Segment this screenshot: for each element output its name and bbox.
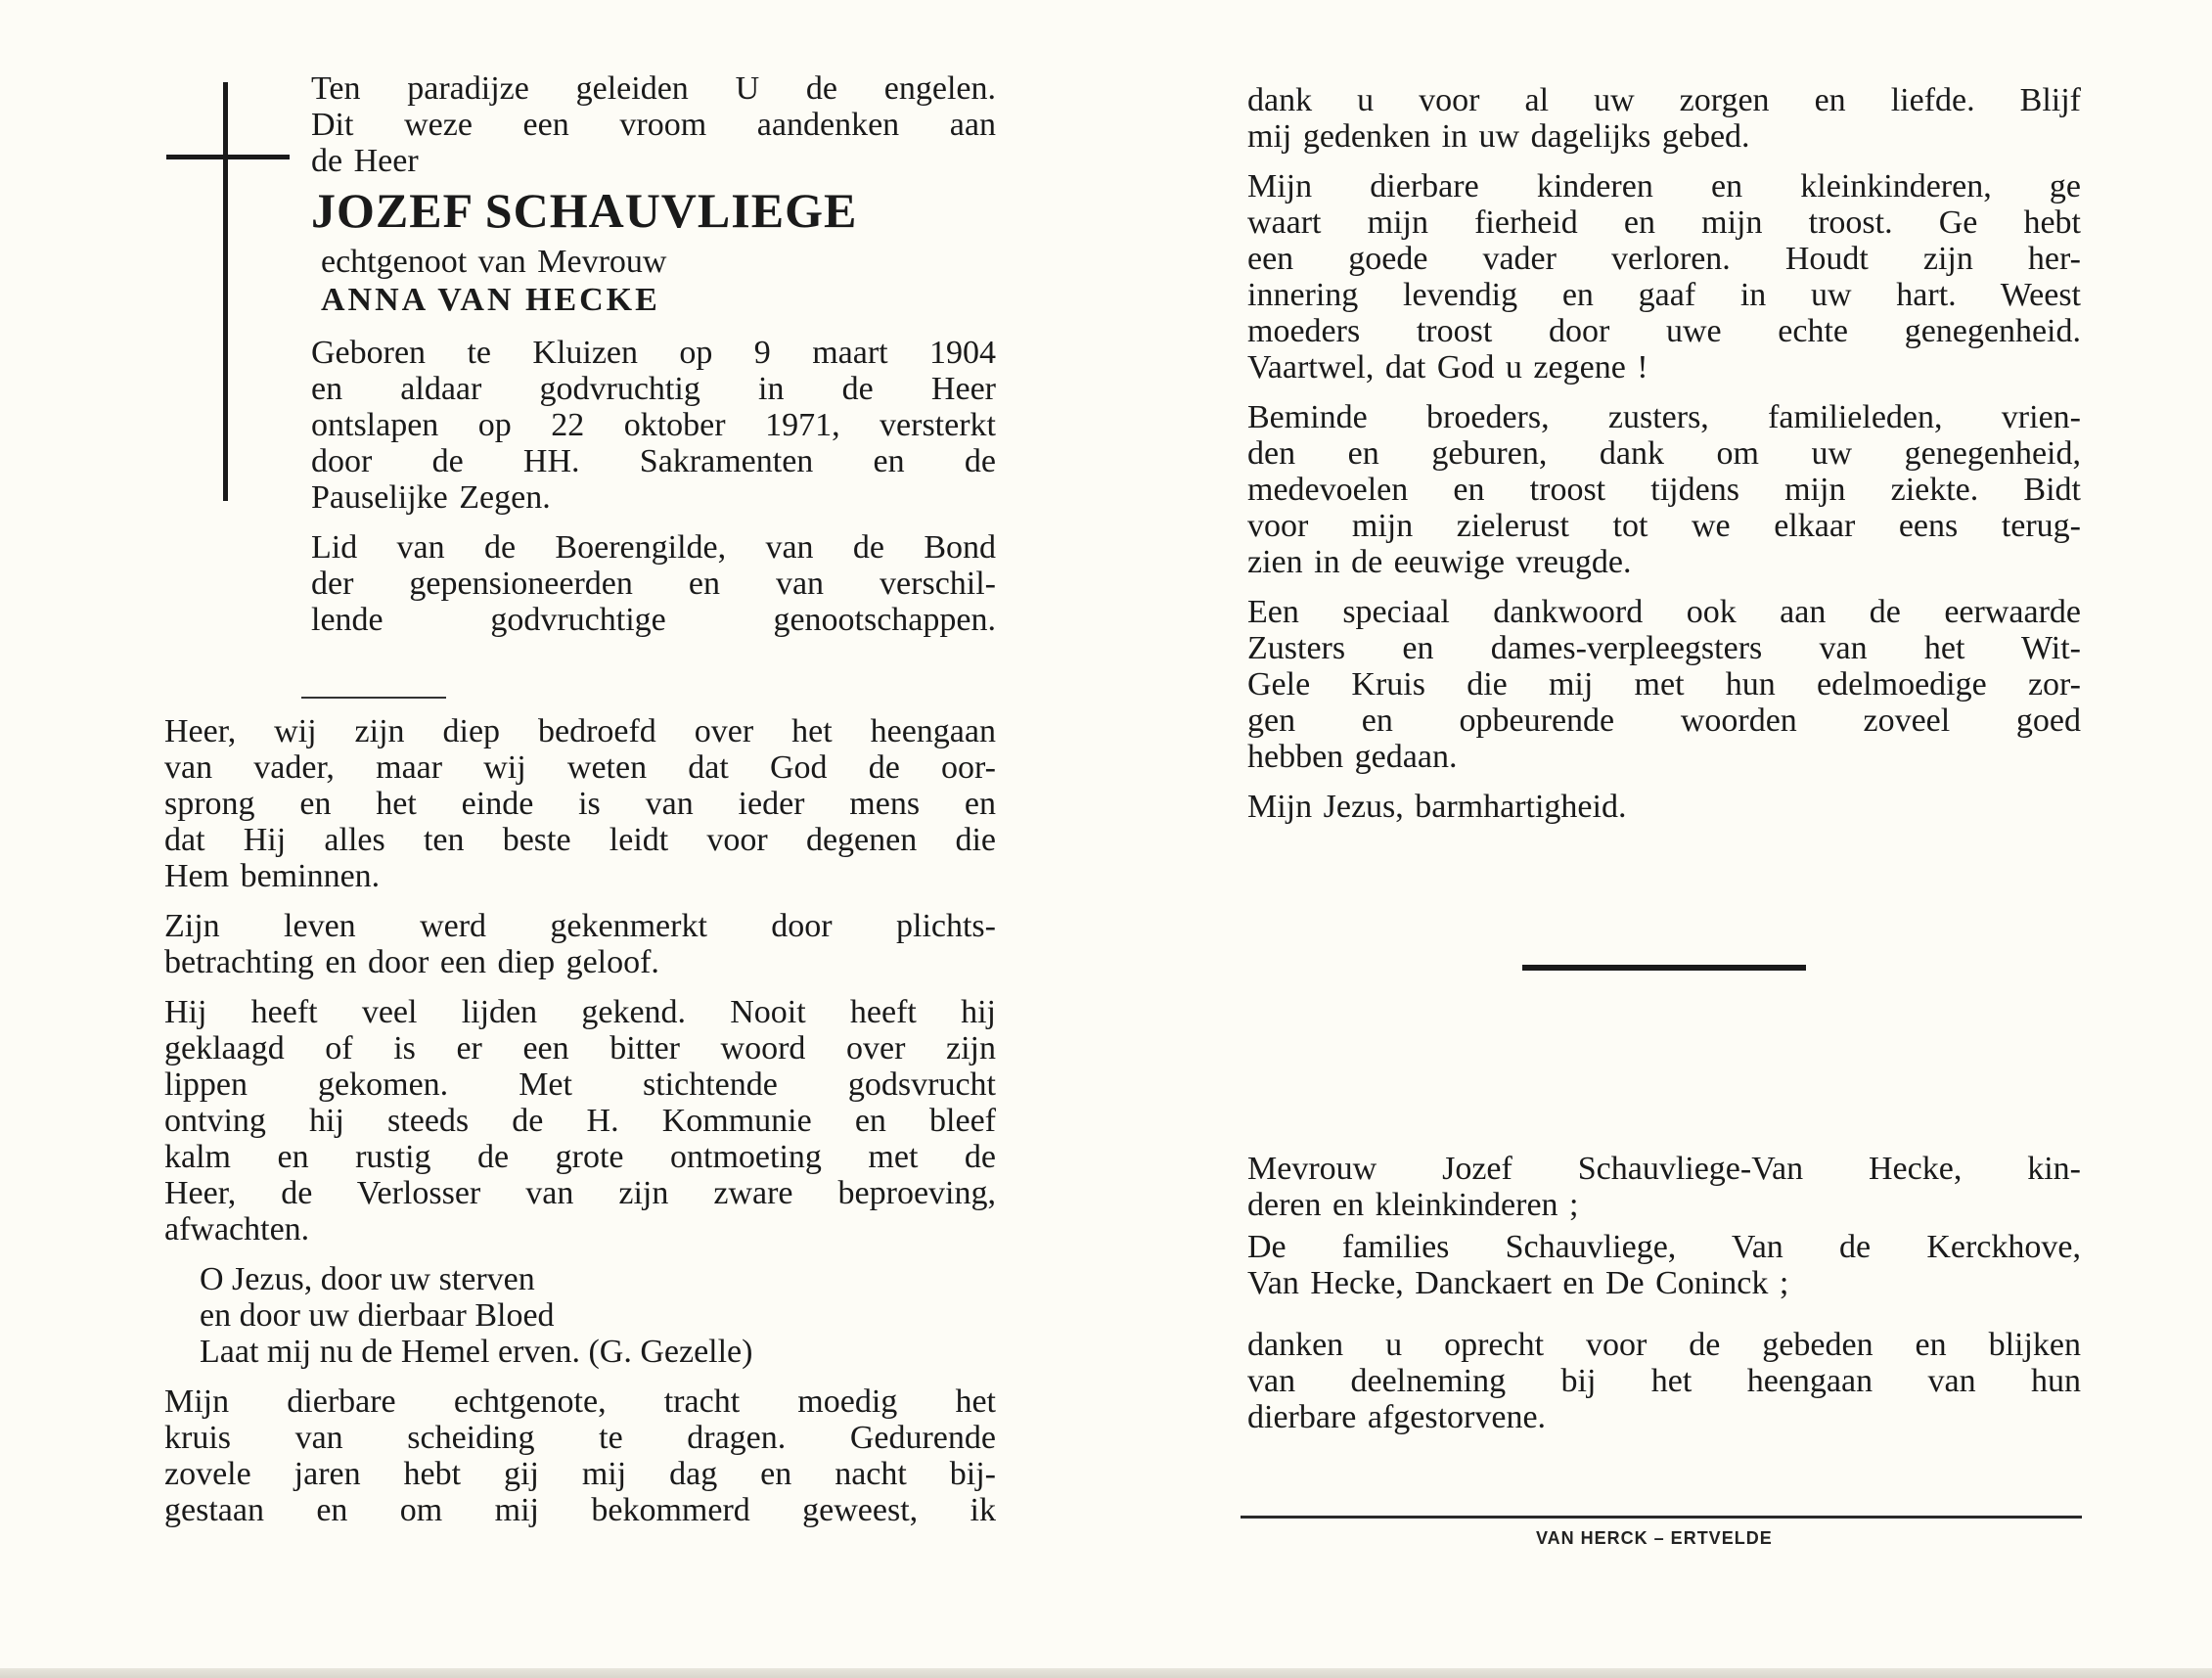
text-line: Geboren te Kluizen op 9 maart 1904 — [311, 335, 996, 371]
text-line: medevoelen en troost tijdens mijn ziekte. Bidt — [1247, 472, 2081, 508]
text-line: een goede vader verloren. Houdt zijn her- — [1247, 241, 2081, 277]
text-line: der gepensioneerden en van verschil- — [311, 566, 996, 602]
text-line: De families Schauvliege, Van de Kerckhove, — [1247, 1229, 2081, 1265]
text-line: den en geburen, dank om uw genegenheid, — [1247, 435, 2081, 472]
divider — [301, 697, 446, 699]
text-line: van vader, maar wij weten dat God de oor- — [164, 749, 996, 786]
card-edge — [0, 1668, 2212, 1678]
body-paragraph — [1247, 82, 2081, 155]
spouse-intro: echtgenoot van Mevrouw — [321, 244, 667, 280]
text-line: kalm en rustig de grote ontmoeting met de — [164, 1139, 996, 1175]
right-column — [1247, 82, 2081, 1435]
text-line: mij gedenken in uw dagelijks gebed. — [1247, 118, 1750, 155]
text-line: gen en opbeurende woorden zoveel goed — [1247, 703, 2081, 739]
text-line: lende godvruchtige genootschappen. — [311, 602, 996, 638]
text-line: Mijn Jezus, barmhartigheid. — [1247, 789, 1627, 825]
intro-line: Ten paradijze geleiden U de engelen. — [311, 70, 996, 107]
poem — [200, 1261, 996, 1370]
body-paragraph — [1247, 789, 2081, 825]
family-paragraph — [1247, 1327, 2081, 1435]
body-paragraph — [164, 713, 996, 894]
deceased-name: JOZEF SCHAUVLIEGE — [311, 183, 858, 238]
text-line: Vaartwel, dat God u zegene ! — [1247, 349, 1648, 385]
text-line: Lid van de Boerengilde, van de Bond — [311, 529, 996, 566]
text-line: Hem beminnen. — [164, 858, 381, 894]
text-line: Mevrouw Jozef Schauvliege-Van Hecke, kin- — [1247, 1151, 2081, 1187]
text-line: waart mijn fierheid en mijn troost. Ge hebt — [1247, 204, 2081, 241]
family-paragraph — [1247, 1229, 2081, 1301]
text-line: lippen gekomen. Met stichtende godsvrucht — [164, 1066, 996, 1103]
spouse-name: ANNA VAN HECKE — [321, 282, 660, 318]
text-line: hebben gedaan. — [1247, 739, 1458, 775]
body-paragraph — [1247, 168, 2081, 385]
text-line: betrachting en door een diep geloof. — [164, 944, 659, 980]
text-line: Gele Kruis die mij met hun edelmoedige zor- — [1247, 666, 2081, 703]
left-column — [164, 70, 996, 1528]
text-line: Van Hecke, Danckaert en De Coninck ; — [1247, 1265, 1789, 1301]
text-line: voor mijn zielerust tot we elkaar eens terug- — [1247, 508, 2081, 544]
text-line: sprong en het einde is van ieder mens en — [164, 786, 996, 822]
divider — [1241, 1516, 2082, 1519]
text-line: ontving hij steeds de H. Kommunie en bleef — [164, 1103, 996, 1139]
text-line: Hij heeft veel lijden gekend. Nooit heeft hij — [164, 994, 996, 1030]
text-line: afwachten. — [164, 1211, 310, 1247]
text-line: ontslapen op 22 oktober 1971, versterkt — [311, 407, 996, 443]
divider — [1522, 965, 1806, 971]
text-line: gestaan en om mij bekommerd geweest, ik — [164, 1492, 996, 1528]
text-line: kruis van scheiding te dragen. Gedurende — [164, 1420, 996, 1456]
text-line: geklaagd of is er een bitter woord over zijn — [164, 1030, 996, 1066]
text-line: Zijn leven werd gekenmerkt door plichts- — [164, 908, 996, 944]
text-line: dierbare afgestorvene. — [1247, 1399, 1547, 1435]
text-line: Beminde broeders, zusters, familieleden, vrien- — [1247, 399, 2081, 435]
intro-line: Dit weze een vroom aandenken aan — [311, 107, 996, 143]
text-line: zovele jaren hebt gij mij dag en nacht bij- — [164, 1456, 996, 1492]
text-line: dank u voor al uw zorgen en liefde. Blijf — [1247, 82, 2081, 118]
poem-line: en door uw dierbaar Bloed — [200, 1297, 555, 1334]
text-line: Mijn dierbare kinderen en kleinkinderen, ge — [1247, 168, 2081, 204]
text-line: moeders troost door uwe echte genegenheid. — [1247, 313, 2081, 349]
text-line: danken u oprecht voor de gebeden en blijken — [1247, 1327, 2081, 1363]
birth-death-paragraph — [311, 335, 996, 516]
text-line: innering levendig en gaaf in uw hart. Weest — [1247, 277, 2081, 313]
text-line: Zusters en dames-verpleegsters van het Wit- — [1247, 630, 2081, 666]
body-paragraph — [164, 1383, 996, 1528]
text-line: Pauselijke Zegen. — [311, 479, 551, 516]
text-line: Heer, de Verlosser van zijn zware beproeving, — [164, 1175, 996, 1211]
poem-line: O Jezus, door uw sterven — [200, 1261, 535, 1297]
body-paragraph — [1247, 399, 2081, 580]
body-paragraph — [164, 994, 996, 1247]
text-line: dat Hij alles ten beste leidt voor degenen die — [164, 822, 996, 858]
family-block — [1247, 1151, 2081, 1435]
text-line: Een speciaal dankwoord ook aan de eerwaarde — [1247, 594, 2081, 630]
text-line: en aldaar godvruchtig in de Heer — [311, 371, 996, 407]
text-line: van deelneming bij het heengaan van hun — [1247, 1363, 2081, 1399]
text-line: door de HH. Sakramenten en de — [311, 443, 996, 479]
printer-credit: VAN HERCK – ERTVELDE — [1536, 1528, 1773, 1548]
text-line: Mijn dierbare echtgenote, tracht moedig het — [164, 1383, 996, 1420]
body-paragraph — [1247, 594, 2081, 775]
body-paragraph — [164, 908, 996, 980]
family-paragraph — [1247, 1151, 2081, 1223]
poem-line: Laat mij nu de Hemel erven. (G. Gezelle) — [200, 1334, 753, 1370]
intro-line: de Heer — [311, 143, 419, 179]
membership-paragraph — [311, 529, 996, 638]
text-line: deren en kleinkinderen ; — [1247, 1187, 1579, 1223]
text-line: zien in de eeuwige vreugde. — [1247, 544, 1632, 580]
intro-block — [311, 70, 996, 638]
text-line: Heer, wij zijn diep bedroefd over het heengaan — [164, 713, 996, 749]
